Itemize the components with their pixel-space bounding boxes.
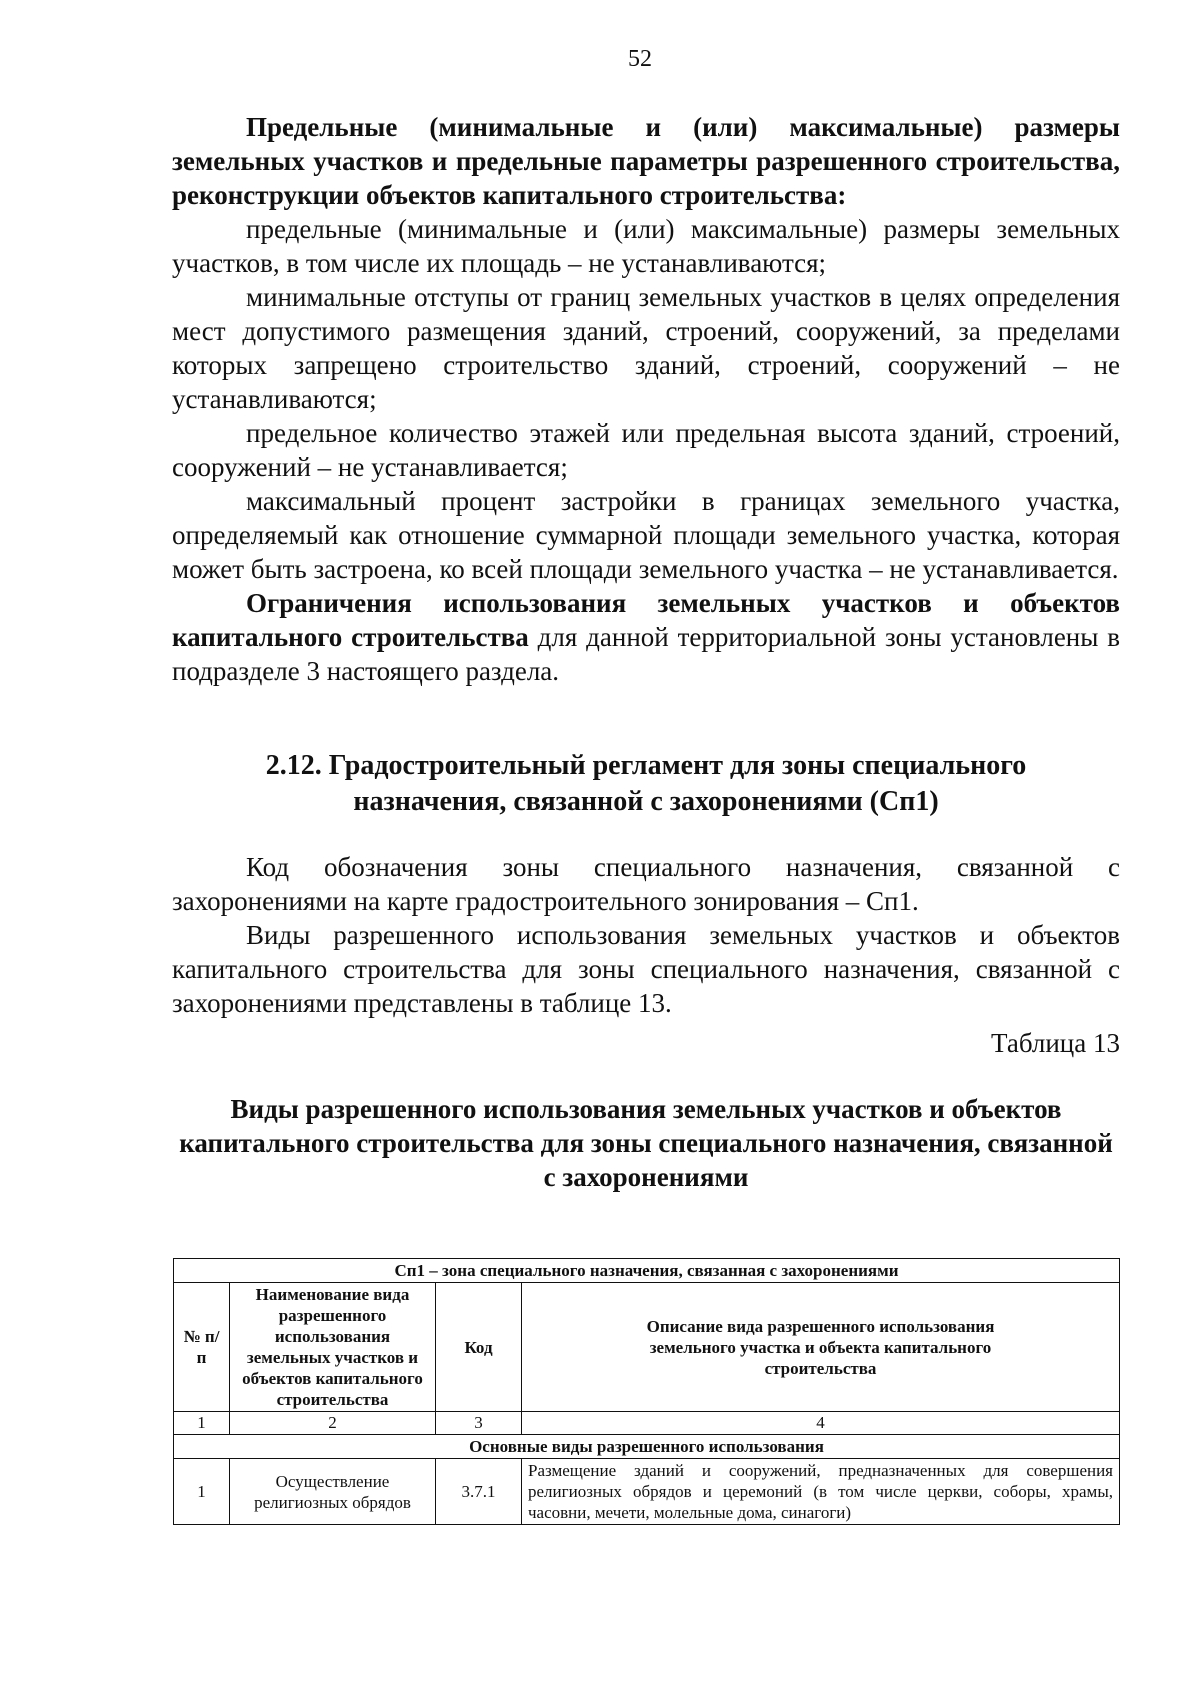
column-header-code: Код [436,1283,522,1412]
zone-header-cell: Сп1 – зона специального назначения, связанная с захоронениями [174,1259,1120,1283]
column-number-row [174,1412,1120,1435]
group-header-row [174,1435,1120,1459]
column-header-description: Описание вида разрешенного использования земельного участка и объекта капитального строительства [522,1283,1120,1412]
limits-item-area: предельные (минимальные и (или) максимальные) размеры земельных участков, в том числе их площадь – не устанавливаются; [172,214,1120,278]
zone-header-row [174,1259,1120,1283]
row-code-cell: 3.7.1 [436,1459,522,1525]
row-description-cell: Размещение зданий и сооружений, предназначенных для совершения религиозных обрядов и церемоний (в том числе церкви, соборы, храмы, часовни, мечети, молельные дома, синагоги) [522,1459,1120,1525]
restrictions-paragraph [172,586,1120,688]
uses-intro-paragraph: Виды разрешенного использования земельных участков и объектов капитального строительства для зоны специального назначения, связанной с захоронениями представлены в таблице 13. [172,920,1120,1018]
column-number-cell: 2 [230,1412,436,1435]
column-header-row [174,1283,1120,1412]
table-title: Виды разрешенного использования земельных участков и объектов капитального строительства для зоны специального назначения, связанной с захоронениями [179,1094,1113,1192]
section-heading: 2.12. Градостроительный регламент для зоны специального назначения, связанной с захоронениями (Сп1) [265,750,1027,817]
page-number: 52 [628,46,652,72]
table-row [174,1459,1120,1525]
limits-item-coverage: максимальный процент застройки в границах земельного участка, определяемый как отношение суммарной площади земельного участка, которая может быть застроена, ко всей площади земельного участка – не устанавливается. [172,486,1120,584]
limits-item-setbacks: минимальные отступы от границ земельных участков в целях определения мест допустимого размещения зданий, строений, сооружений, за пределами которых запрещено строительство зданий, строений, сооружений – не устанавливаются; [172,282,1120,414]
restrictions-bold-text: Ограничения использования земельных участков и объектов капитального строительства [172,588,1120,652]
row-number-cell: 1 [174,1459,230,1525]
table-label: Таблица 13 [991,1028,1120,1058]
zone-code-paragraph: Код обозначения зоны специального назначения, связанной с захоронениями на карте градостроительного зонирования – Сп1. [172,852,1120,916]
row-name-cell: Осуществление религиозных обрядов [230,1459,436,1525]
restrictions-text: для данной территориальной зоны установлены в подразделе 3 настоящего раздела. [172,622,1120,686]
limits-heading: Предельные (минимальные и (или) максимальные) размеры земельных участков и предельные параметры разрешенного строительства, реконструкции объектов капитального строительства: [172,112,1120,210]
column-number-cell: 3 [436,1412,522,1435]
permitted-uses-table [173,1258,1120,1525]
limits-item-floors: предельное количество этажей или предельная высота зданий, строений, сооружений – не устанавливается; [172,418,1120,482]
group-header-cell: Основные виды разрешенного использования [174,1435,1120,1459]
column-number-cell: 4 [522,1412,1120,1435]
column-header-number: № п/п [174,1283,230,1412]
column-header-name: Наименование вида разрешенного использования земельных участков и объектов капитального строительства [230,1283,436,1412]
column-number-cell: 1 [174,1412,230,1435]
document-body [172,110,1120,1194]
